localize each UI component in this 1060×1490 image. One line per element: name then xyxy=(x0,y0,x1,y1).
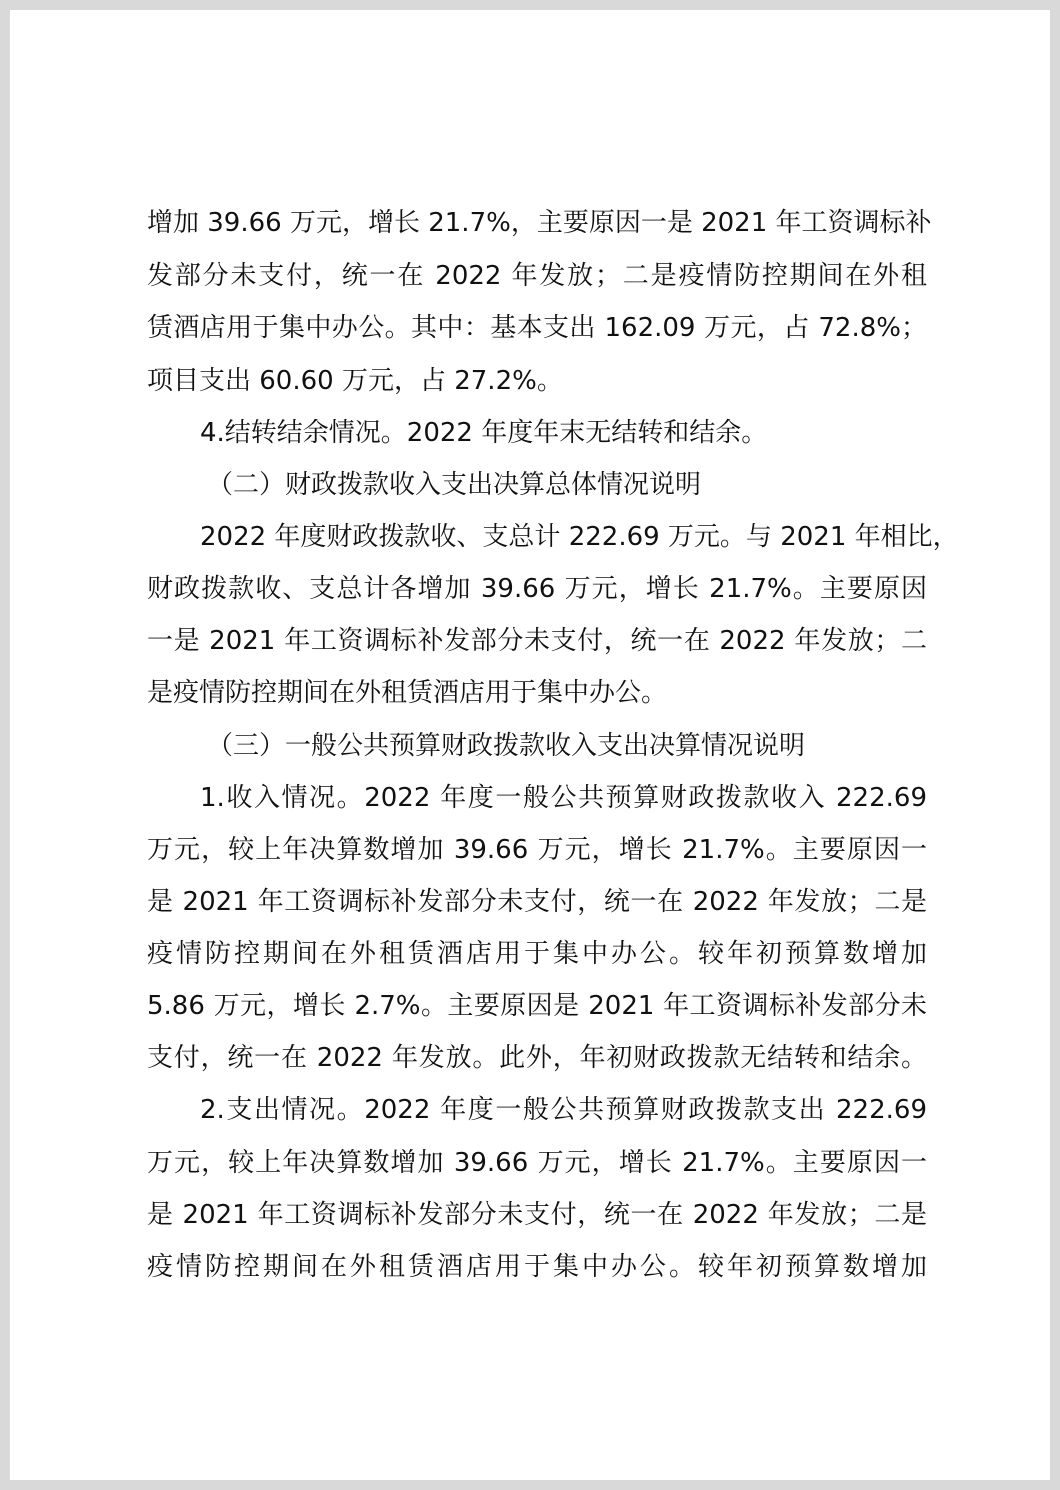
document-page xyxy=(10,10,1050,1480)
text-line: 支付，统一在 2022 年发放。此外，年初财政拨款无结转和结余。 xyxy=(147,1043,927,1073)
text-line: 是 2021 年工资调标补发部分未支付，统一在 2022 年发放；二是 xyxy=(147,887,927,917)
text-line: 疫情防控期间在外租赁酒店用于集中办公。较年初预算数增加 xyxy=(147,939,927,969)
section-heading-3: （三）一般公共预算财政拨款收入支出决算情况说明 xyxy=(207,731,806,761)
text-line: 疫情防控期间在外租赁酒店用于集中办公。较年初预算数增加 xyxy=(147,1252,927,1282)
text-line: 是 2021 年工资调标补发部分未支付，统一在 2022 年发放；二是 xyxy=(147,1200,927,1230)
text-line: 5.86 万元，增长 2.7%。主要原因是 2021 年工资调标补发部分未 xyxy=(147,991,927,1021)
text-line: 财政拨款收、支总计各增加 39.66 万元，增长 21.7%。主要原因 xyxy=(147,574,927,604)
text-line: 一是 2021 年工资调标补发部分未支付，统一在 2022 年发放；二 xyxy=(147,626,927,656)
text-line: 是疫情防控期间在外租赁酒店用于集中办公。 xyxy=(147,678,668,708)
text-line: 4.结转结余情况。2022 年度年末无结转和结余。 xyxy=(200,418,768,448)
text-line: 项目支出 60.60 万元，占 27.2%。 xyxy=(147,366,563,396)
section-heading-2: （二）财政拨款收入支出决算总体情况说明 xyxy=(207,470,702,500)
text-line: 2022 年度财政拨款收、支总计 222.69 万元。与 2021 年相比， xyxy=(200,522,959,552)
text-line: 1.收入情况。2022 年度一般公共预算财政拨款收入 222.69 xyxy=(200,783,927,813)
text-line: 万元，较上年决算数增加 39.66 万元，增长 21.7%。主要原因一 xyxy=(147,1148,927,1178)
text-line: 万元，较上年决算数增加 39.66 万元，增长 21.7%。主要原因一 xyxy=(147,835,927,865)
text-line: 2.支出情况。2022 年度一般公共预算财政拨款支出 222.69 xyxy=(200,1095,927,1125)
text-line: 增加 39.66 万元，增长 21.7%，主要原因一是 2021 年工资调标补 xyxy=(147,208,932,238)
text-line: 发部分未支付，统一在 2022 年发放；二是疫情防控期间在外租 xyxy=(147,261,927,291)
text-line: 赁酒店用于集中办公。其中：基本支出 162.09 万元，占 72.8%； xyxy=(147,313,927,343)
